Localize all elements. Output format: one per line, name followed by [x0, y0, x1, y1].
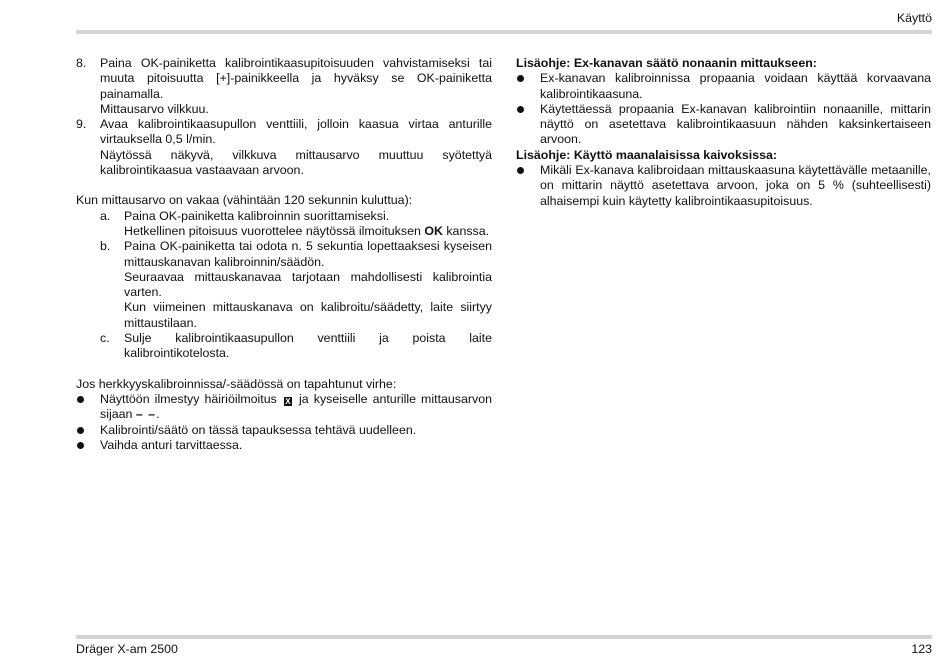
tip2-bullet-1: Mikäli Ex-kanava kalibroidaan mittauskaasuna käytettävälle metaanille, on mittarin näyttö asetettava arvoon, joka on 5 % (suhteellisesti) alhaisempi kuin käytetty kalibrointikaasupitoisuus. [516, 163, 931, 209]
sub-step-letter: c. [100, 331, 110, 346]
tip1-bullet-1: Ex-kanavan kalibroinnissa propaania voidaan käyttää korvaavana kalibrointikaasuna. [516, 71, 931, 102]
tip-heading-mines: Lisäohje: Käyttö maanalaisissa kaivoksissa: [516, 147, 778, 162]
fault-icon: X [285, 396, 291, 406]
left-column [76, 56, 492, 453]
sub-step-b [100, 239, 492, 331]
sub-step-note: Kun viimeinen mittauskanava on kalibroitu/säädetty, laite siirtyy mittaustilaan. [124, 300, 492, 330]
bullet-icon [76, 392, 100, 423]
sub-step-letter: b. [100, 239, 111, 254]
step-text: Avaa kalibrointikaasupullon venttiili, jolloin kaasua virtaa anturille virtauksella 0,5 l/min. [100, 117, 492, 147]
footer-divider [76, 635, 932, 639]
step-number: 9. [76, 117, 87, 132]
product-name: Dräger X-am 2500 [76, 642, 178, 656]
sub-step-note: Hetkellinen pitoisuus vuorottelee näytössä ilmoituksen OK kanssa. [124, 223, 490, 238]
bullet-icon [76, 423, 100, 438]
sub-step-note: Seuraavaa mittauskanavaa tarjotaan mahdollisesti kalibrointia varten. [124, 269, 492, 300]
stable-intro: Kun mittausarvo on vakaa (vähintään 120 sekunnin kuluttua): [76, 193, 413, 208]
error-intro: Jos herkkyyskalibroinnissa/-säädössä on tapahtunut virhe: [76, 376, 397, 391]
sub-step-c [100, 331, 492, 362]
step-note: Näytössä näkyvä, vilkkuva mittausarvo muuttuu syötettyä kalibrointikaasua vastaavaan arvoon. [100, 147, 492, 178]
bullet-icon [516, 102, 540, 148]
bullet-icon [76, 438, 100, 453]
sub-step-text: Sulje kalibrointikaasupullon venttiili ja poista laite kalibrointikotelosta. [124, 331, 492, 361]
page-number: 123 [911, 642, 932, 656]
dash-dash-icon: – – [135, 407, 157, 422]
right-column [516, 56, 931, 209]
sub-step-letter: a. [100, 208, 111, 223]
step-number: 8. [76, 56, 87, 70]
step-text: Paina OK-painiketta kalibrointikaasupitoisuuden vahvistamiseksi tai muuta pitoisuutta [+]-painikkeella ja hyväksy se OK-painiketta painamalla. [100, 56, 492, 101]
step-9 [76, 117, 492, 178]
ok-label: OK [424, 223, 443, 238]
header-divider [76, 30, 932, 34]
step-note: Mittausarvo vilkkuu. [100, 101, 209, 116]
bullet-icon [516, 163, 540, 209]
tip1-bullet-2: Käytettäessä propaania Ex-kanavan kalibrointiin nonaanille, mittarin näyttö on asetettava kalibrointikaasuun nähden kaksinkertaiseen arvoon. [516, 102, 931, 148]
sub-step-text: Paina OK-painiketta kalibroinnin suorittamiseksi. [124, 208, 390, 223]
section-title: Käyttö [896, 11, 932, 25]
step-8 [76, 56, 492, 117]
sub-step-text: Paina OK-painiketta tai odota n. 5 sekuntia lopettaaksesi kyseisen mittauskanavan kalibroinnin/säädön. [124, 239, 492, 269]
sub-step-a [100, 209, 492, 240]
tip-heading-nonane: Lisäohje: Ex-kanavan säätö nonaanin mittaukseen: [516, 56, 817, 70]
error-bullet-1: Näyttöön ilmestyy häiriöilmoitus X ja kyseiselle anturille mittausarvon sijaan – –. [76, 392, 492, 423]
error-bullet-3: Vaihda anturi tarvittaessa. [76, 438, 492, 453]
bullet-icon [516, 71, 540, 102]
error-bullet-2: Kalibrointi/säätö on tässä tapauksessa tehtävä uudelleen. [76, 423, 492, 438]
